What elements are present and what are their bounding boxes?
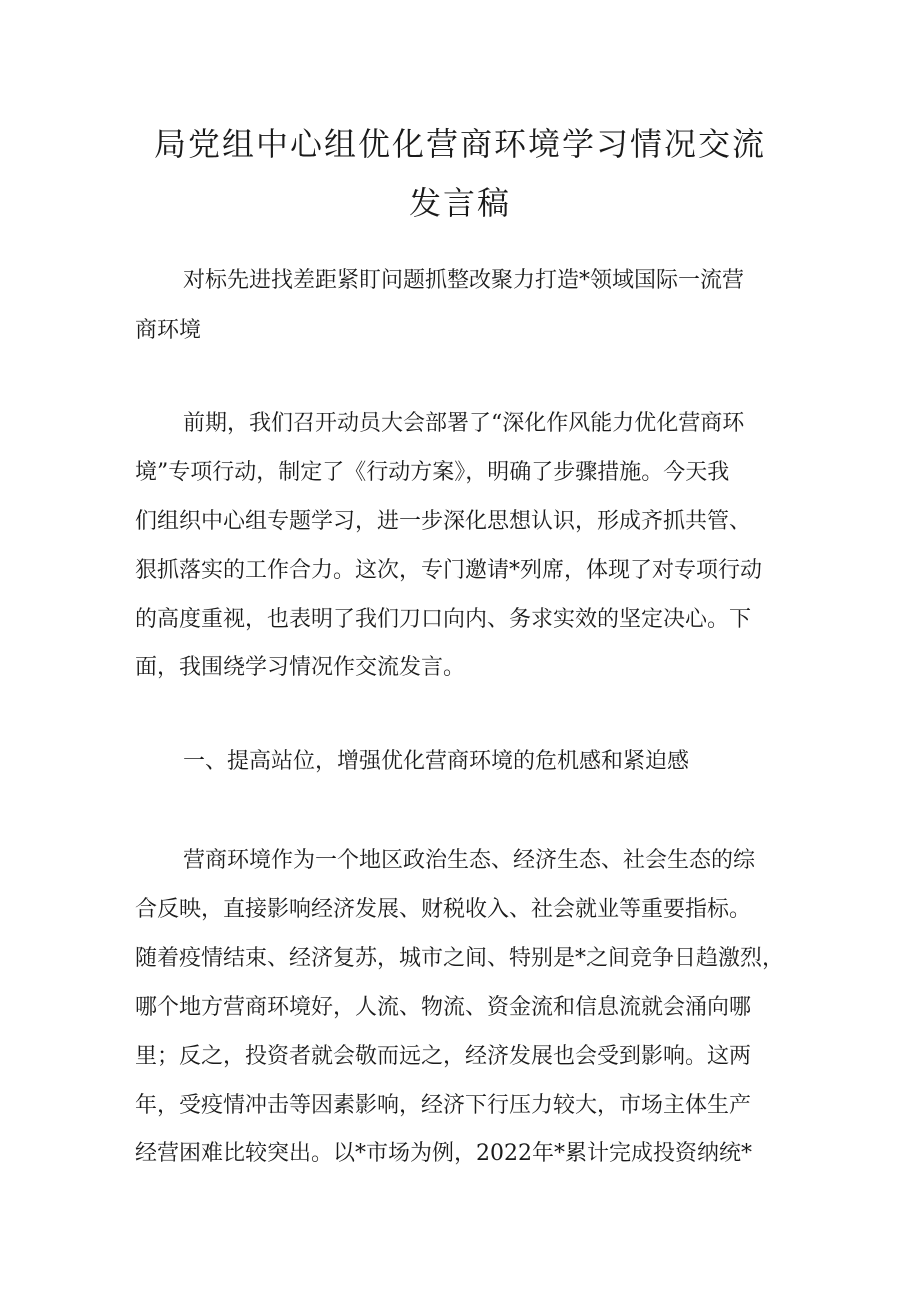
subtitle-line-2: 商环境 [135,318,202,343]
section-1-line-3: 随着疫情结束、经济复苏，城市之间、特别是*之间竞争日趋激烈， [135,946,785,971]
intro-line-5: 的高度重视，也表明了我们刀口向内、务求实效的坚定决心。下 [135,607,752,632]
section-1-line-5: 里；反之，投资者就会敬而远之，经济发展也会受到影响。这两 [135,1044,752,1069]
subtitle-line-1: 对标先进找差距紧盯问题抓整改聚力打造*领域国际一流营 [183,268,745,293]
section-1-line-6: 年，受疫情冲击等因素影响，经济下行压力较大，市场主体生产 [135,1093,752,1118]
intro-line-6: 面，我围绕学习情况作交流发言。 [135,655,466,680]
document-title-line-2: 发言稿 [408,184,511,222]
intro-line-1: 前期，我们召开动员大会部署了“深化作风能力优化营商环 [183,411,745,436]
section-1-line-1: 营商环境作为一个地区政治生态、经济生态、社会生态的综 [183,848,756,873]
intro-line-3: 们组织中心组专题学习，进一步深化思想认识，形成齐抓共管、 [135,509,752,534]
intro-line-4: 狠抓落实的工作合力。这次，专门邀请*列席，体现了对专项行动 [135,558,763,583]
section-1-line-2: 合反映，直接影响经济发展、财税收入、社会就业等重要指标。 [135,897,752,922]
intro-line-2: 境”专项行动，制定了《行动方案》，明确了步骤措施。今天我 [135,460,730,485]
section-1-heading: 一、提高站位，增强优化营商环境的危机感和紧迫感 [183,749,690,774]
section-1-line-4: 哪个地方营商环境好，人流、物流、资金流和信息流就会涌向哪 [135,995,752,1020]
section-1-line-7: 经营困难比较突出。以*市场为例，2022年*累计完成投资纳统* [135,1141,752,1166]
document-title-line-1: 局党组中心组优化营商环境学习情况交流 [153,125,766,163]
